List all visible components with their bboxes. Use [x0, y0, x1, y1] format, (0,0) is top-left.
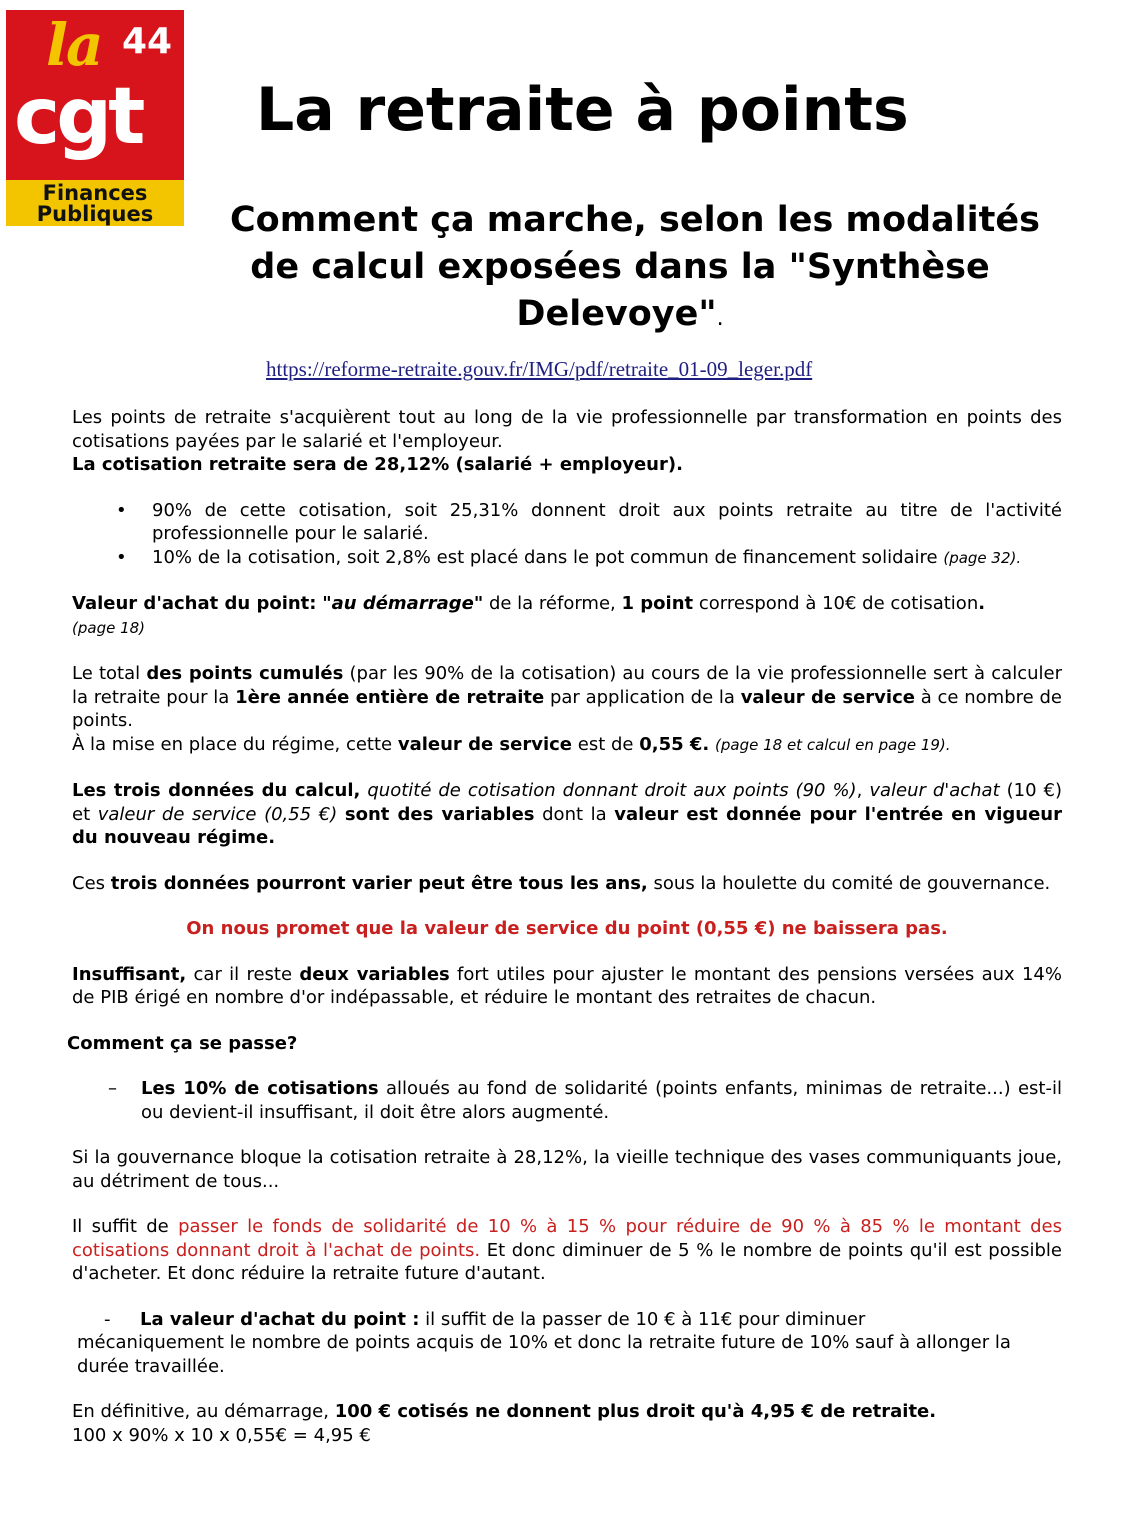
paragraph-fonds-solidarite: [72, 1215, 1062, 1286]
text: sous la houlette du comité de gouvernance.: [653, 872, 1051, 894]
text: En définitive, au démarrage,: [72, 1401, 329, 1422]
logo-publiques: Publiques: [36, 202, 154, 226]
text-bold: valeur est donnée pour l'entrée en vigueur du nouveau régime.: [72, 803, 1062, 848]
text-bold: 1ère année entière de retraite: [235, 686, 545, 708]
paragraph-intro: [72, 406, 1062, 477]
paragraph-valeur-achat: [72, 592, 1062, 640]
text: est de: [577, 733, 634, 755]
list-item: [72, 499, 1062, 546]
text-red: passer le fonds de solidarité de 10 % à 15 % pour réduire de 90 % à 85 % le montant des cotisations donnant droit à l'achat de points.: [72, 1216, 1062, 1261]
logo-finances: Finances: [42, 181, 148, 205]
formula: 100 x 90% x 10 x 0,55€ = 4,95 €: [72, 1424, 371, 1446]
text-bold: valeur de service: [397, 733, 573, 755]
bullet-text: 10% de la cotisation, soit 2,8% est placé dans le pot commun de financement solidaire: [152, 546, 938, 568]
page-reference: (page 18): [72, 618, 146, 637]
text-bold: .: [978, 593, 986, 614]
text: Il suffit de: [72, 1216, 169, 1237]
text-bold: valeur de service: [740, 686, 915, 708]
logo-cgt: cgt: [14, 72, 142, 162]
text: par application de la: [549, 686, 735, 708]
dash-marker: –: [108, 1078, 117, 1099]
text: de la réforme,: [488, 593, 616, 614]
paragraph-gouvernance: Si la gouvernance bloque la cotisation retraite à 28,12%, la vieille technique des vases communiquants joue, au détriment de tous...: [72, 1147, 1062, 1192]
dash-marker: -: [104, 1308, 111, 1330]
paragraph-conclusion: [72, 1400, 1062, 1424]
bullet-list: [72, 499, 1062, 571]
text: Le total: [72, 663, 141, 684]
dash-item-valeur-achat: [72, 1308, 1062, 1332]
intro-text: Les points de retraite s'acquièrent tout au long de la vie professionnelle par transformation en points des cotisations payées par le salarié et l'employeur.: [72, 407, 1062, 452]
bullet-marker: •: [116, 499, 127, 521]
subtitle-line-3: Delevoye": [516, 294, 717, 334]
page-title: La retraite à points: [256, 75, 909, 145]
subtitle-line-1: Comment ça marche, selon les modalités: [230, 200, 1040, 240]
text: (10 €) et: [72, 780, 1063, 825]
bullet-marker: •: [116, 546, 127, 568]
subtitle-line-2: de calcul exposées dans la "Synthèse: [250, 247, 990, 287]
text: à ce nombre de points.: [72, 686, 1062, 731]
subtitle-dot: .: [716, 306, 724, 331]
paragraph-points-cumules: [72, 662, 1062, 733]
cgt-logo: [6, 10, 184, 226]
text: car il reste: [193, 963, 293, 985]
text-bold: deux variables: [299, 963, 450, 985]
text: ,: [856, 780, 863, 801]
section-heading: Comment ça se passe?: [67, 1032, 298, 1054]
text: dont la: [542, 803, 607, 825]
text: Ces: [72, 872, 106, 894]
list-item: [72, 546, 1062, 571]
text-bold: Insuffisant,: [72, 963, 187, 985]
paragraph-variation: [72, 872, 1062, 896]
paragraph-trois-donnees: [72, 779, 1062, 850]
paragraph-mise-en-place: [72, 733, 1062, 758]
bullet-text: 90% de cette cotisation, soit 25,31% donnent droit aux points retraite au titre de l'activité professionnelle pour le salarié.: [152, 499, 1062, 544]
text: Et donc diminuer de 5 % le nombre de points qu'il est possible d'acheter. Et donc réduire la retraite future d'autant.: [72, 1239, 1062, 1284]
dash-item-cotisations: [72, 1077, 1062, 1124]
text-bold: Valeur d'achat du point:: [72, 593, 317, 614]
text: fort utiles pour ajuster le montant des pensions versées aux 14% de PIB érigé en nombre d'or indépassable, et réduire le montant des retraites de chacun.: [72, 963, 1062, 1008]
text-bold: 100 € cotisés ne donnent plus droit qu'à 4,95 € de retraite.: [334, 1401, 937, 1422]
document-body: [67, 406, 1063, 1447]
logo-number: 44: [122, 21, 173, 62]
text-bold: Les 10% de cotisations: [141, 1078, 379, 1099]
text-bold-italic: "au démarrage": [322, 593, 484, 614]
text-italic: valeur de service (0,55 €): [97, 803, 338, 825]
text-bold: sont des variables: [344, 803, 535, 825]
text-bold: Les trois données du calcul,: [72, 780, 361, 801]
paragraph-insuffisant: [72, 963, 1062, 1010]
text-italic: valeur d'achat: [869, 780, 1000, 801]
text: il suffit de la passer de 10 € à 11€ pour diminuer: [425, 1308, 866, 1330]
logo-la: la: [46, 11, 102, 79]
text: correspond à 10€ de cotisation: [698, 593, 979, 614]
dash-item-valeur-achat-continued: mécaniquement le nombre de points acquis de 10% et donc la retraite future de 10% sauf à allonger la durée travaillée.: [77, 1332, 1011, 1377]
page-reference: (page 18 et calcul en page 19).: [715, 735, 951, 754]
text-bold: 0,55 €.: [639, 733, 710, 755]
paragraph-promesse: On nous promet que la valeur de service du point (0,55 €) ne baissera pas.: [186, 918, 948, 939]
text-bold: La valeur d'achat du point :: [140, 1308, 420, 1330]
text: alloués au fond de solidarité (points enfants, minimas de retraite...) est-il ou devient-il insuffisant, il doit être alors augmenté.: [141, 1078, 1062, 1123]
intro-bold: La cotisation retraite sera de 28,12% (salarié + employeur).: [72, 454, 683, 475]
text-bold: 1 point: [621, 593, 694, 614]
source-link[interactable]: https://reforme-retraite.gouv.fr/IMG/pdf/retraite_01-09_leger.pdf: [266, 357, 813, 381]
text-bold: trois données pourront varier peut être tous les ans,: [110, 872, 648, 894]
text: (par les 90% de la cotisation) au cours de la vie professionnelle sert à calculer la retraite pour la: [72, 663, 1062, 708]
text-italic: quotité de cotisation donnant droit aux points (90 %): [367, 780, 857, 801]
page-subtitle: [160, 197, 1080, 342]
text-bold: des points cumulés: [146, 663, 344, 684]
page-reference: (page 32).: [943, 548, 1022, 567]
text: À la mise en place du régime, cette: [72, 733, 393, 755]
